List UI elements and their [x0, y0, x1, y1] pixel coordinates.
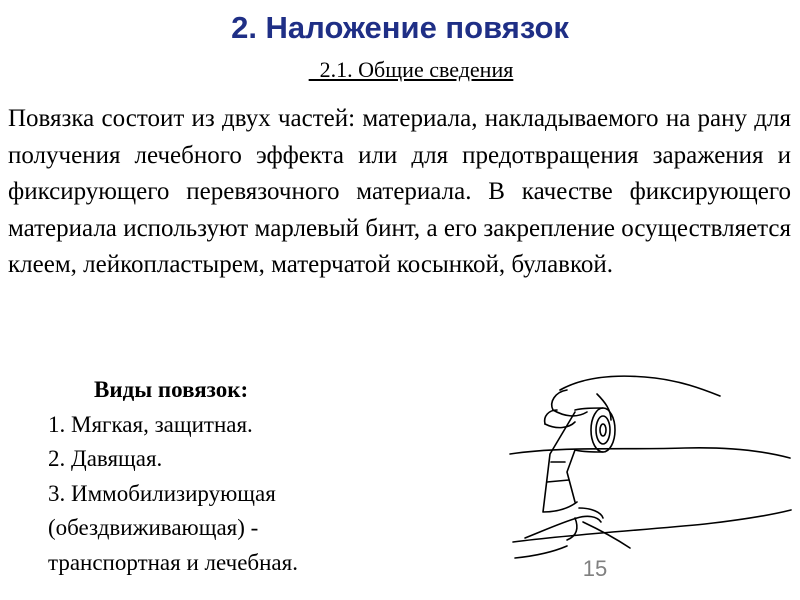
bandage-types-list: [48, 408, 448, 581]
bandage-types-heading: Виды повязок:: [94, 377, 249, 402]
bandaging-illustration: [505, 362, 795, 572]
bandage-type-item: транспортная и лечебная.: [48, 549, 298, 575]
bandage-types-block: [48, 373, 448, 580]
slide-title: 2. Наложение повязок: [231, 10, 569, 45]
slide-subtitle: 2.1. Общие сведения: [308, 57, 514, 82]
bandage-type-item: 1. Мягкая, защитная.: [48, 411, 253, 437]
body-paragraph: Повязка состоит из двух частей: материала, накладываемого на рану для получения лечебного эффекта или для предотвращения заражения и фиксирующего перевязочного материала. В качестве фиксирующего материала используют марлевый бинт, а его закрепление осуществляется клеем, лейкопластырем, матерчатой косынкой, булавкой.: [8, 105, 791, 278]
bandage-type-item: (обездвиживающая) -: [48, 515, 259, 540]
bandage-type-item: 2. Давящая.: [48, 446, 163, 471]
bandage-type-item: 3. Иммобилизирующая: [48, 480, 276, 506]
slide-number: 15: [582, 556, 608, 581]
